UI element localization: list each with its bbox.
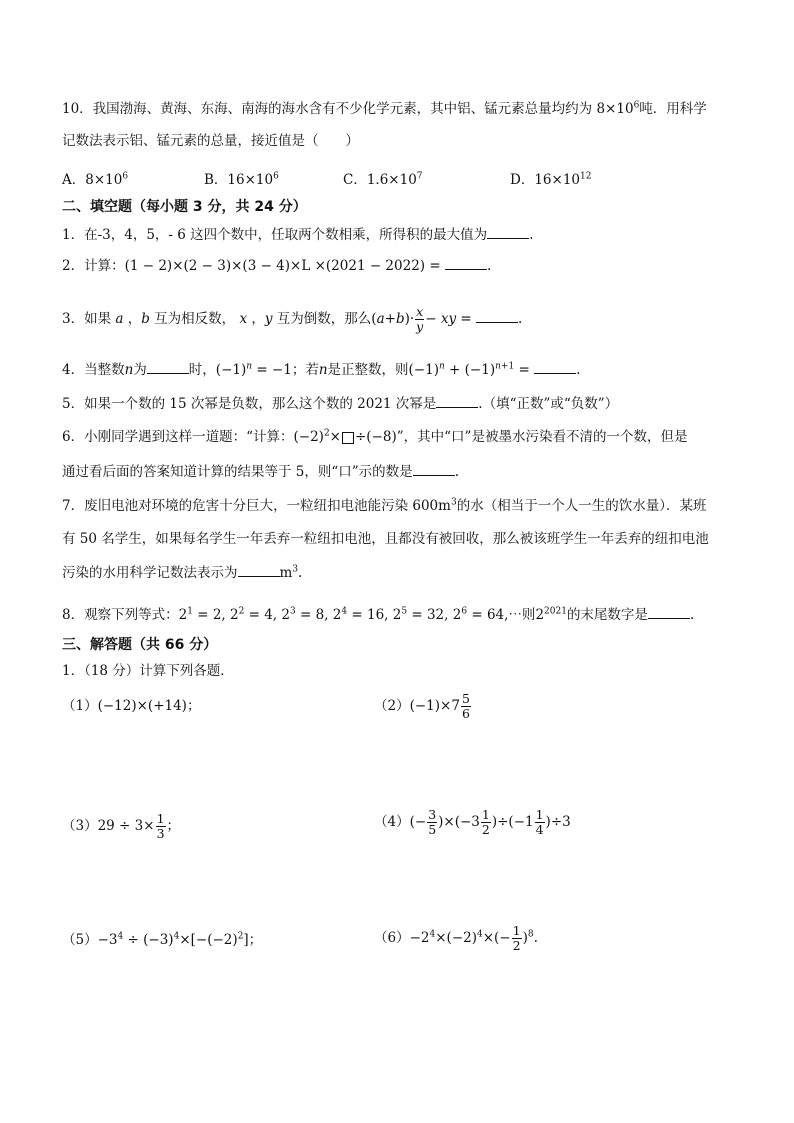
answer-blank[interactable] <box>648 606 690 619</box>
answer-blank[interactable] <box>487 226 529 239</box>
fill-q4: 4．当整数n为 时，$(-1)^n = -1$；若n是正整数，则$(-1)^n + (-1)^{n+1}$ = . <box>62 361 581 378</box>
fill-q7-line2: 有 50 名学生，如果每名学生一年丢弃一粒纽扣电池，且都没有被回收，那么被该班学生一年丢弃的纽扣电池 <box>62 531 709 547</box>
answer-blank[interactable] <box>534 361 576 374</box>
solve-part-6: $(6)-2^4\times(-2)^4\times(-$ $\frac{1}{2}$ )$^8$. <box>374 923 538 953</box>
fill-q8: 8．观察下列等式：$2^1 = 2$, $2^2 = 4$, $2^3 = 8$, $2^4 = 16$, $2^5 = 32$, $2^6$ = 64,⋯则$2^{2021}$的末尾数字是 . <box>62 606 695 623</box>
fill-q5: 5．如果一个数的 15 次幂是负数，那么这个数的 2021 次幂是 .（填“正数”或“负数”） <box>62 396 619 412</box>
fill-q6-line1: 6．小刚同学遇到这样一道题：“计算：$(-2)^2\times \div(-8)$”，其中“口”是被墨水污染看不清的一个数，但是 <box>62 428 688 445</box>
solve-part-1: （1）(−12)×(+14)； <box>62 698 201 714</box>
fill-q7-line1: 7．废旧电池对环境的危害十分巨大，一粒纽扣电池能污染 $600m^3$的水（相当于一个人一生的饮水量）．某班 <box>62 497 707 514</box>
answer-blank[interactable] <box>445 257 487 270</box>
ink-box <box>342 432 354 444</box>
q10-option-a[interactable]: A．$8\times 10^6$ <box>62 171 129 188</box>
fill-q7-line3: 污染的水用科学记数法表示为 $m^3$. <box>62 564 303 581</box>
fill-q2: 2．计算：(1 − 2)×(2 − 3)×(3 − 4)×L ×(2021 − 2022) = . <box>62 258 492 274</box>
fill-q1: 1．在-3，4，5，- 6 这四个数中，任取两个数相乘，所得积的最大值为 . <box>62 227 534 243</box>
answer-blank[interactable] <box>413 463 455 476</box>
q10-option-b[interactable]: B．$16\times 10^6$ <box>204 171 279 188</box>
answer-blank[interactable] <box>147 361 189 374</box>
q10-line1: 10．我国渤海、黄海、东海、南海的海水含有不少化学元素，其中铝、锰元素总量均约为 $8\times 10^6$吨．用科学 <box>62 100 707 117</box>
solve-part-5: $(5)-3^4 \div (-3)^4\times[-(-2)^2]$； <box>62 931 263 948</box>
answer-blank[interactable] <box>436 395 478 408</box>
q10-line2: 记数法表示铝、锰元素的总量，接近值是（ ） <box>62 133 359 149</box>
section-2-title: 二、填空题（每小题 3 分，共 24 分） <box>62 199 307 215</box>
q10-option-d[interactable]: D．$16\times 10^{12}$ <box>510 171 592 188</box>
section-3-title: 三、解答题（共 66 分） <box>62 637 218 653</box>
fill-q6-line2: 通过看后面的答案知道计算的结果等于 5，则“口”示的数是 . <box>62 464 459 480</box>
answer-blank[interactable] <box>476 310 518 323</box>
answer-blank[interactable] <box>238 564 280 577</box>
solve-part-3: （3）29 ÷ 3× $\frac{1}{3}$ ； <box>62 811 181 841</box>
fill-q3: 3．如果 a ，b 互为相反数， x ，y 互为倒数，那么(a+b)· $\frac{x}{y}$ − xy = . <box>62 304 523 334</box>
solve-part-2: （2）(−1)×7 $\frac{5}{6}$ <box>374 691 470 721</box>
q10-option-c[interactable]: C．$1.6\times 10^7$ <box>343 171 423 188</box>
solve-part-4: （4）(− $\frac{3}{5}$ )×(−3 $\frac{1}{2}$ )÷(−1 $\frac{1}{4}$ )÷3 <box>374 807 571 837</box>
solve-q1: 1．（18 分）计算下列各题． <box>62 663 234 679</box>
